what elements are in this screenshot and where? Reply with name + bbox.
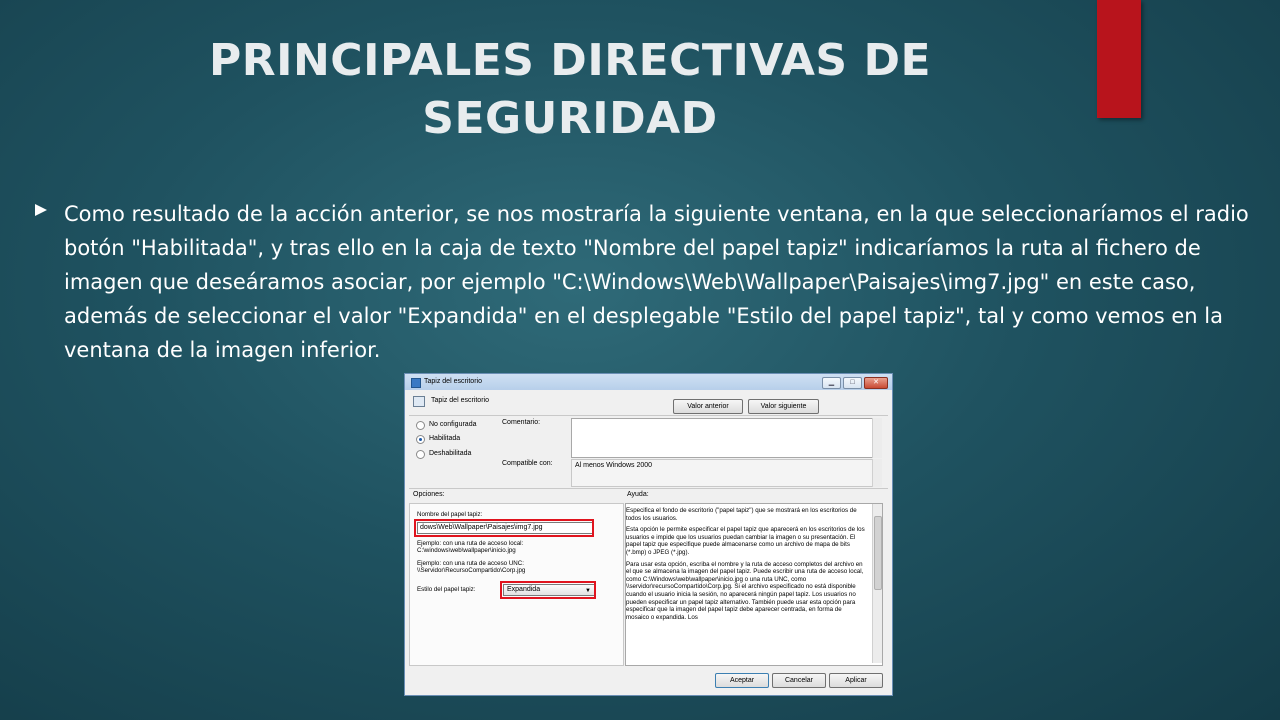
red-accent-bar [1097,0,1141,118]
policy-icon [413,396,425,407]
help-paragraph: Para usar esta opción, escriba el nombre y la ruta de acceso completos del archivo en el que se almacena la imagen del papel tapiz. Puede escribir una ruta de acceso local, como C:\Windows\web\wallpaper\inicio.jpg o una ruta UNC, como \\servidor\recursoCompartido\Corp.jpg. Si el archivo especificado no está disponible cuando el usuario inicia la sesión, no aparecerá ningún papel tapiz. Los usuarios no pueden especificar un papel tapiz alternativo. También puede usar esta opción para especificar que la imagen del papel tapiz debe aparecer centrada, en forma de mosaico o expandida. Los [626,560,864,621]
compatible-value: Al menos Windows 2000 [575,462,653,469]
title-line-2: SEGURIDAD [422,93,718,144]
options-divider [409,488,888,489]
minimize-icon[interactable]: ▁ [822,377,841,389]
radio-not-configured[interactable] [416,421,425,430]
bullet-text: Como resultado de la acción anterior, se nos mostraría la siguiente ventana, en la que seleccionaríamos el radio botón "Habilitada", y tras ello en la caja de texto "Nombre del papel tapiz" indicaríamos la ruta al fichero de imagen que deseáramos asociar, por ejemplo "C:\Windows\Web\Wallpaper\Paisajes\img7.jpg" en este caso, además de seleccionar el valor "Expandida" en el desplegable "Estilo del papel tapiz", tal y como vemos en la ventana de la imagen inferior. [64,202,1249,362]
wallpaper-name-input[interactable]: dows\Web\Wallpaper\Paisajes\img7.jpg [417,522,593,534]
radio-label-not-configured: No configurada [429,421,477,428]
comment-scrollbar[interactable] [872,418,882,458]
example-unc-line2: \\Servidor\RecursoCompartido\Corp.jpg [417,567,526,574]
example-local-line2: C:\windows\web\wallpaper\inicio.jpg [417,547,516,554]
radio-label-disabled: Deshabilitada [429,450,472,457]
help-scrollbar-thumb[interactable] [874,516,882,590]
style-dropdown-value: Expandida [507,586,541,593]
header-label: Tapiz del escritorio [431,397,489,404]
help-paragraph: Esta opción le permite especificar el papel tapiz que aparecerá en los escritorios de los usuarios e impide que los usuarios puedan cambiar la imagen o su presentación. El papel tapiz que especifique puede almacenarse como un archivo de mapa de bits (*.bmp) o JPEG (*.jpg). [626,526,865,556]
radio-disabled[interactable] [416,450,425,459]
maximize-icon[interactable]: □ [843,377,862,389]
help-text [626,507,866,625]
help-scrollbar[interactable] [872,504,882,663]
window-titlebar[interactable] [405,374,892,390]
wallpaper-name-label: Nombre del papel tapiz: [417,511,483,518]
comment-label: Comentario: [502,419,541,426]
header-divider [409,415,888,416]
next-value-button[interactable]: Valor siguiente [748,399,819,414]
options-panel [409,503,624,666]
comment-textarea[interactable] [571,418,873,458]
cancel-button[interactable]: Cancelar [772,673,826,688]
style-dropdown-highlight [500,581,596,599]
help-paragraph: Especifica el fondo de escritorio ("papel tapiz") que se mostrará en los escritorios de todos los usuarios. [626,507,857,522]
window-title: Tapiz del escritorio [424,378,482,385]
dropdown-arrow-icon: ▼ [585,588,591,594]
accept-button[interactable]: Aceptar [715,673,769,688]
title-line-1: PRINCIPALES DIRECTIVAS DE [208,35,932,86]
apply-button[interactable]: Aplicar [829,673,883,688]
radio-enabled[interactable] [416,435,425,444]
compatible-scrollbar[interactable] [872,459,882,487]
style-label: Estilo del papel tapiz: [417,586,476,593]
slide-title [120,32,1020,148]
example-unc-line1: Ejemplo: con una ruta de acceso UNC: [417,560,524,567]
options-label: Opciones: [413,491,445,498]
compatible-label: Compatible con: [502,460,553,467]
window-app-icon [411,378,421,388]
wallpaper-name-highlight [414,519,594,537]
help-label: Ayuda: [627,491,649,498]
compatible-box [571,459,873,487]
radio-label-enabled: Habilitada [429,435,461,442]
close-icon[interactable]: ✕ [864,377,888,389]
bullet-triangle-icon [34,203,48,217]
example-local-line1: Ejemplo: con una ruta de acceso local: [417,540,524,547]
prev-value-button[interactable]: Valor anterior [673,399,743,414]
